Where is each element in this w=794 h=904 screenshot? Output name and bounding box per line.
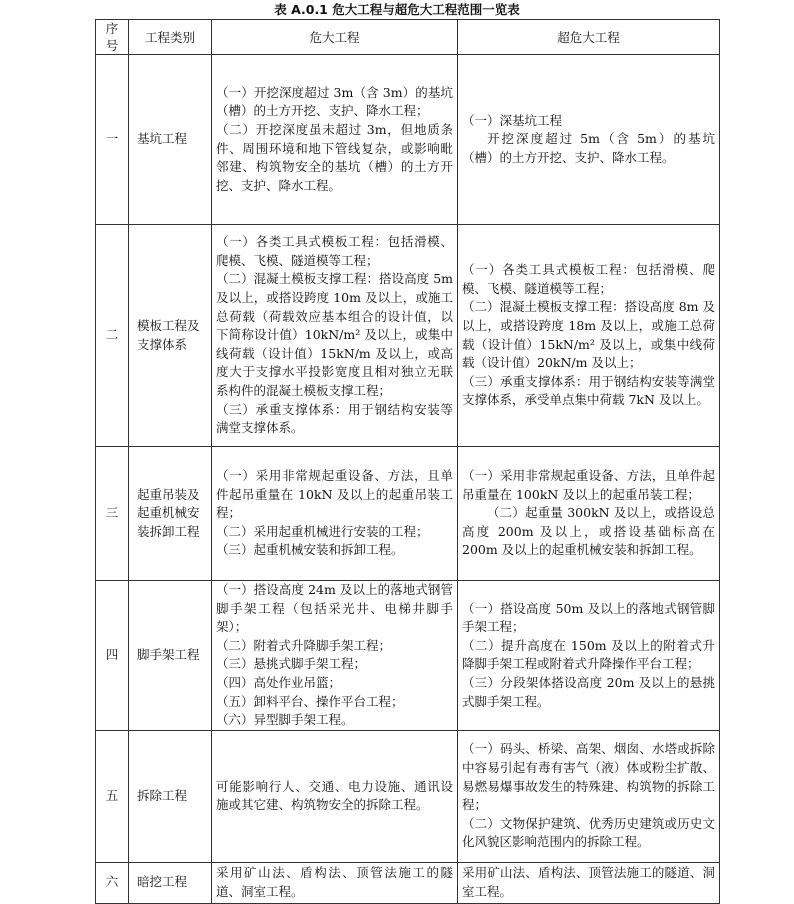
header-super-danger: 超危大工程 <box>458 20 720 55</box>
super-danger-cell <box>458 862 720 903</box>
danger-item: 采用矿山法、盾构法、顶管法施工的隧道、洞室工程。 <box>216 865 453 899</box>
row-number: 五 <box>96 730 129 862</box>
danger-item: 可能影响行人、交通、电力设施、通讯设施或其它建、构筑物安全的拆除工程。 <box>216 778 453 813</box>
super-danger-item: 采用矿山法、盾构法、顶管法施工的隧道、洞室工程。 <box>462 865 715 899</box>
header-row <box>96 20 720 55</box>
row-number: 一 <box>96 55 129 225</box>
row-number: 六 <box>96 862 129 903</box>
danger-item: （三）起重机械安装和拆卸工程。 <box>216 542 404 558</box>
danger-item: （四）高处作业吊篮； <box>216 674 342 690</box>
danger-cell <box>212 225 458 447</box>
super-danger-item: （二）提升高度在 150m 及以上的附着式升降脚手架工程或附着式升降操作平台工程； <box>462 637 715 672</box>
row-category: 脚手架工程 <box>129 581 212 731</box>
super-danger-item: （二）文物保护建筑、优秀历史建筑或历史文化风貌区影响范围内的拆除工程。 <box>462 815 715 850</box>
super-danger-cell <box>458 581 720 731</box>
danger-item: （一）搭设高度 24m 及以上的落地式钢管脚手架工程（包括采光井、电梯井脚手架）； <box>216 582 453 635</box>
row-category: 拆除工程 <box>129 730 212 862</box>
super-danger-item: （二）混凝土模板支撑工程：搭设高度 8m 及以上，或搭设跨度 18m 及以上，或施工总荷载（设计值）15kN/m² 及以上，或集中线荷载（设计值）20kN/m 及以上； <box>462 299 715 371</box>
super-danger-cell <box>458 730 720 862</box>
row-number: 二 <box>96 225 129 447</box>
row-category: 起重吊装及起重机械安装拆卸工程 <box>129 447 212 581</box>
table-row <box>96 730 720 862</box>
danger-cell <box>212 447 458 581</box>
danger-item: （一）采用非常规起重设备、方法，且单件起吊重量在 10kN 及以上的起重吊装工程； <box>216 468 453 521</box>
row-number: 四 <box>96 581 129 731</box>
danger-item: （一）开挖深度超过 3m（含 3m）的基坑（槽）的土方开挖、支护、降水工程； <box>216 84 453 119</box>
header-danger: 危大工程 <box>212 20 458 55</box>
hazard-table <box>95 19 720 904</box>
table-row <box>96 447 720 581</box>
danger-cell <box>212 581 458 731</box>
danger-cell <box>212 55 458 225</box>
row-category: 模板工程及支撑体系 <box>129 225 212 447</box>
danger-item: （五）卸料平台、操作平台工程； <box>216 693 404 709</box>
table-row <box>96 581 720 731</box>
danger-item: （二）附着式升降脚手架工程； <box>216 637 392 653</box>
super-danger-item: （一）搭设高度 50m 及以上的落地式钢管脚手架工程； <box>462 600 715 635</box>
super-danger-item: （一）码头、桥梁、高架、烟囱、水塔或拆除中容易引起有毒有害气（液）体或粉尘扩散、易燃易爆事故发生的特殊建、构筑物的拆除工程； <box>462 741 715 813</box>
table-row <box>96 225 720 447</box>
super-danger-item: （二）起重量 300kN 及以上，或搭设总高度 200m 及以上，或搭设基础标高在 200m 及以上的起重机械安装和拆卸工程。 <box>462 505 715 558</box>
danger-item: （三）承重支撑体系：用于钢结构安装等满堂支撑体系。 <box>216 401 453 436</box>
header-no: 序号 <box>96 20 129 55</box>
super-danger-item: （一）采用非常规起重设备、方法，且单件起吊重量在 100kN 及以上的起重吊装工程； <box>462 468 715 502</box>
super-danger-item: （三）承重支撑体系：用于钢结构安装等满堂支撑体系，承受单点集中荷载 7kN 及以上。 <box>462 373 715 408</box>
danger-item: （二）开挖深度虽未超过 3m，但地质条件、周围环境和地下管线复杂，或影响毗邻建、构筑物安全的基坑（槽）的土方开挖、支护、降水工程。 <box>216 121 453 193</box>
danger-item: （一）各类工具式模板工程：包括滑模、爬模、飞模、隧道模等工程； <box>216 234 453 268</box>
super-danger-cell <box>458 447 720 581</box>
super-danger-item: （三）分段架体搭设高度 20m 及以上的悬挑式脚手架工程。 <box>462 674 715 709</box>
danger-cell <box>212 862 458 903</box>
row-category: 暗挖工程 <box>129 862 212 903</box>
super-danger-cell <box>458 225 720 447</box>
table-title: 表 A.0.1 危大工程与超危大工程范围一览表 <box>274 2 520 17</box>
danger-cell <box>212 730 458 862</box>
table-row <box>96 55 720 225</box>
super-danger-item: 开挖深度超过 5m（含 5m）的基坑（槽）的土方开挖、支护、降水工程。 <box>462 131 715 165</box>
super-danger-item: （一）各类工具式模板工程：包括滑模、爬模、飞模、隧道模等工程； <box>462 262 715 296</box>
row-number: 三 <box>96 447 129 581</box>
super-danger-cell <box>458 55 720 225</box>
danger-item: （六）异型脚手架工程。 <box>216 712 354 728</box>
danger-item: （三）悬挑式脚手架工程； <box>216 656 367 672</box>
table-row <box>96 862 720 903</box>
row-category: 基坑工程 <box>129 55 212 225</box>
danger-item: （二）采用起重机械进行安装的工程； <box>216 523 429 539</box>
super-danger-item: （一）深基坑工程 <box>462 112 563 128</box>
danger-item: （二）混凝土模板支撑工程：搭设高度 5m 及以上，或搭设跨度 10m 及以上，或施工总荷载（荷载效应基本组合的设计值，以下简称设计值）10kN/m² 及以上，或集中线荷载（设计值）15kN/m 及以上，或高度大于支撑水平投影宽度且相对独立无联系构件的混凝土模板支撑工程； <box>216 271 453 398</box>
header-category: 工程类别 <box>129 20 212 55</box>
